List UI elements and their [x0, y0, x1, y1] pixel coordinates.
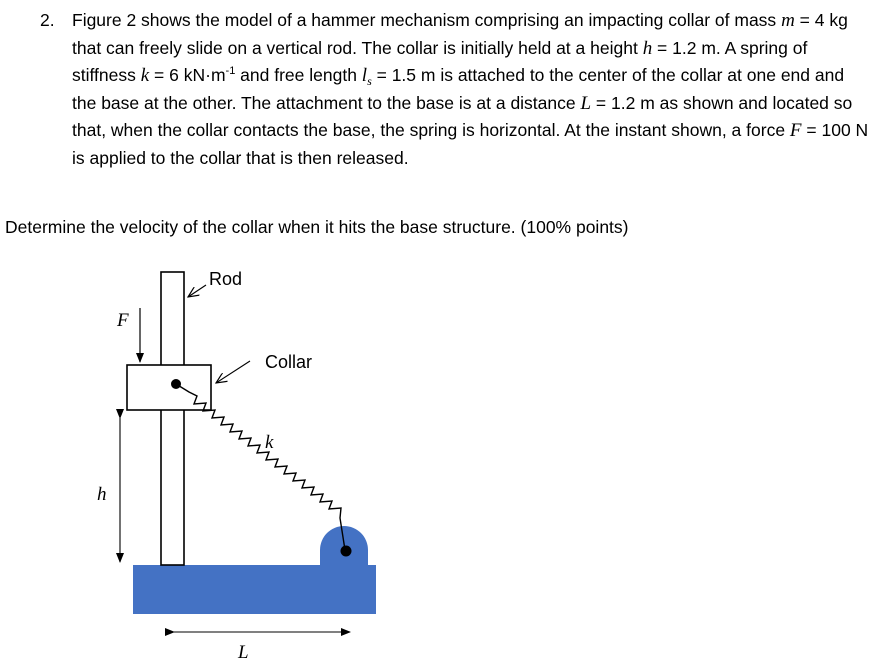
spring-label: k — [265, 432, 274, 453]
force-variable: F — [789, 120, 802, 141]
stiffness-variable: k — [140, 65, 150, 86]
rod-label: Rod — [209, 269, 243, 289]
distance-label: L — [238, 642, 249, 663]
height-variable: h — [642, 37, 653, 59]
question-text: Determine the velocity of the collar when it hits the base structure. (100% points) — [5, 217, 629, 237]
distance-variable: L — [580, 92, 592, 114]
statement-part: = 6 kN·m — [149, 65, 226, 85]
free-length-subscript: s — [367, 74, 372, 88]
unit-exponent: -1 — [225, 65, 236, 77]
statement-part: = 1.2 m. A spring of stiffness — [72, 37, 808, 85]
problem-number: 2. — [40, 10, 55, 30]
spring-attachment-collar — [171, 379, 181, 389]
mass-variable: m — [781, 10, 795, 31]
base-structure — [133, 565, 376, 614]
statement-part: = 100 N is applied to the collar that is then released. — [72, 120, 869, 168]
statement-part: = 1.5 m is attached to the center of the collar at one end and the base at the other. The attachment to the base is at a distance — [72, 65, 845, 113]
statement-part: = 1.2 m as shown and located so that, when the collar contacts the base, the spring is horizontal. At the instant shown, a force — [72, 92, 853, 140]
statement-part: and free length — [235, 65, 362, 85]
statement-part: Figure 2 shows the model of a hammer mechanism comprising an impacting collar of mass — [72, 10, 777, 30]
statement-part: = 4 kg that can freely slide on a vertical rod. The collar is initially held at a height — [72, 10, 848, 58]
spring-attachment-base — [341, 546, 352, 557]
free-length-symbol: l — [361, 65, 368, 86]
vertical-rod — [161, 272, 184, 565]
collar-leader — [216, 361, 250, 383]
rod-leader — [188, 285, 206, 297]
force-label: F — [117, 310, 129, 331]
height-label: h — [97, 484, 107, 505]
collar-label: Collar — [265, 352, 313, 372]
